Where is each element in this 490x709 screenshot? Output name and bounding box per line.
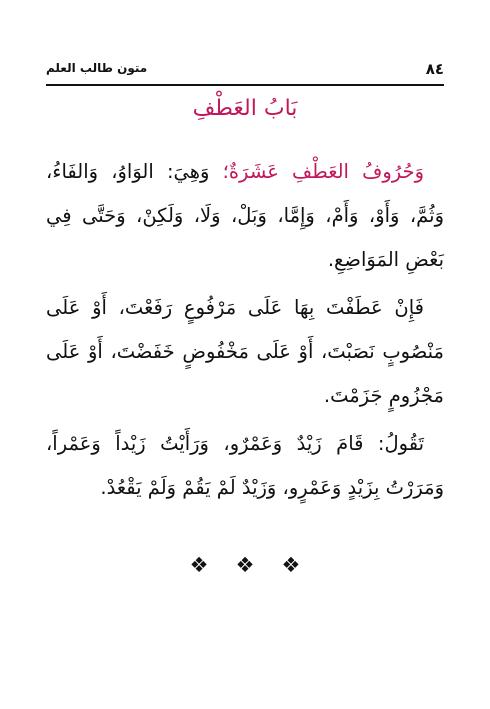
header-divider — [46, 84, 444, 86]
diamond-ornament-icon: ❖ — [235, 553, 255, 577]
diamond-ornament-icon: ❖ — [189, 553, 209, 577]
page-header — [46, 60, 444, 82]
paragraph-conjunction-rule — [46, 286, 444, 418]
body-text — [46, 150, 444, 514]
highlighted-phrase: وَحُرُوفُ العَطْفِ عَشَرَةٌ؛ — [222, 160, 424, 183]
paragraph-text: وَهِيَ: الوَاوُ، وَالفَاءُ، وَثُمَّ، وَأَوْ، وَأَمْ، وَإِمَّا، وَبَلْ، وَلَا، وَلَكِنْ، وَحَتَّى فِي بَعْضِ المَوَاضِعِ. — [46, 160, 444, 271]
paragraph-conjunction-list — [46, 150, 444, 282]
diamond-ornament-icon: ❖ — [281, 553, 301, 577]
paragraph-examples — [46, 422, 444, 510]
paragraph-text: تَقُولُ: قَامَ زَيْدٌ وَعَمْرٌو، وَرَأَيْتُ زَيْداً وَعَمْراً، وَمَرَرْتُ بِزَيْدٍ وَعَمْرٍو، وَزَيْدٌ لَمْ يَقُمْ وَلَمْ يَقْعُدْ. — [46, 432, 444, 499]
section-end-ornaments — [46, 553, 444, 577]
page-number: ٨٤ — [425, 60, 444, 78]
paragraph-text: فَإِنْ عَطَفْتَ بِهَا عَلَى مَرْفُوعٍ رَفَعْتَ، أَوْ عَلَى مَنْصُوبٍ نَصَبْتَ، أَوْ عَلَى مَخْفُوضٍ خَفَضْتَ، أَوْ عَلَى مَجْزُومٍ جَزَمْتَ. — [46, 296, 444, 407]
running-book-title: متون طالب العلم — [46, 61, 148, 75]
chapter-title: بَابُ العَطْفِ — [192, 96, 298, 121]
